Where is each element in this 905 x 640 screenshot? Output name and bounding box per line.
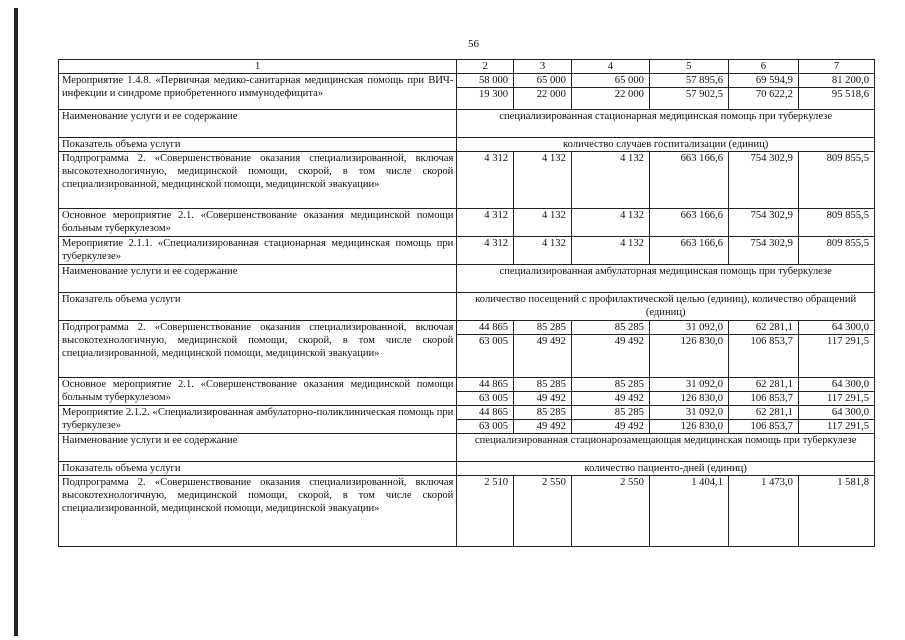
header-cell: 5 <box>649 60 728 74</box>
table-row <box>59 406 875 434</box>
value-primary: 754 302,9 <box>750 153 793 164</box>
value-primary: 754 302,9 <box>750 210 793 221</box>
value-cell <box>571 209 649 237</box>
value-secondary: 106 853,7 <box>729 419 798 433</box>
value-primary: 65 000 <box>536 75 566 86</box>
row-label: Наименование услуги и ее содержание <box>59 265 457 293</box>
value-primary: 2 510 <box>484 477 509 488</box>
value-secondary: 49 492 <box>514 334 571 348</box>
value-cell <box>514 476 572 547</box>
value-cell <box>514 321 572 378</box>
row-label: Подпрограмма 2. «Совершенствование оказания специализированной, включая высокотехнологичную, медицинской помощи, скорой, в том числе скорой специализированной, медицинской помощи, медицинской эвакуации» <box>59 152 457 209</box>
value-cell <box>649 152 728 209</box>
table-row <box>59 378 875 406</box>
table-row <box>59 74 875 110</box>
row-label: Основное мероприятие 2.1. «Совершенствование оказания медицинской помощи больным туберкулезом» <box>59 209 457 237</box>
table-row <box>59 434 875 462</box>
value-secondary: 57 902,5 <box>650 87 728 101</box>
budget-table <box>58 59 875 547</box>
value-secondary: 126 830,0 <box>650 391 728 405</box>
value-primary: 2 550 <box>542 477 566 488</box>
service-description: количество случаев госпитализации (единиц) <box>457 138 875 152</box>
header-cell: 4 <box>571 60 649 74</box>
value-cell <box>514 237 572 265</box>
row-label: Подпрограмма 2. «Совершенствование оказания специализированной, включая высокотехнологичную, медицинской помощи, скорой, в том числе скорой специализированной, медицинской помощи, медицинской эвакуации» <box>59 321 457 378</box>
value-secondary: 63 005 <box>457 391 513 405</box>
value-primary: 809 855,5 <box>826 238 869 249</box>
value-cell <box>728 209 798 237</box>
value-primary: 1 404,1 <box>691 477 723 488</box>
service-description: количество посещений с профилактической целью (единиц), количество обращений (единиц) <box>457 293 875 321</box>
page-number: 56 <box>468 38 479 50</box>
value-primary: 64 300,0 <box>831 407 869 418</box>
row-label: Показатель объема услуги <box>59 293 457 321</box>
value-cell <box>728 476 798 547</box>
scan-edge-bar <box>14 8 18 636</box>
value-primary: 4 132 <box>542 238 566 249</box>
value-primary: 31 092,0 <box>685 322 723 333</box>
value-cell <box>571 476 649 547</box>
value-cell <box>798 237 874 265</box>
value-cell <box>798 406 874 434</box>
value-primary: 663 166,6 <box>680 210 723 221</box>
value-cell <box>649 476 728 547</box>
service-description: количество пациенто-дней (единиц) <box>457 462 875 476</box>
value-primary: 809 855,5 <box>826 210 869 221</box>
value-primary: 85 285 <box>536 407 566 418</box>
value-cell <box>798 152 874 209</box>
value-cell <box>728 237 798 265</box>
row-label: Мероприятие 2.1.1. «Специализированная стационарная медицинская помощь при туберкулезе» <box>59 237 457 265</box>
value-cell <box>649 406 728 434</box>
value-primary: 1 581,8 <box>837 477 869 488</box>
value-cell <box>728 74 798 110</box>
value-secondary: 49 492 <box>514 419 571 433</box>
value-secondary: 117 291,5 <box>799 419 874 433</box>
service-description: специализированная стационарозамещающая медицинская помощь при туберкулезе <box>457 434 875 462</box>
value-cell <box>514 152 572 209</box>
value-primary: 64 300,0 <box>831 322 869 333</box>
value-cell <box>514 74 572 110</box>
value-primary: 62 281,1 <box>755 322 793 333</box>
value-cell <box>571 321 649 378</box>
value-cell <box>457 321 514 378</box>
value-cell <box>457 74 514 110</box>
table-row <box>59 138 875 152</box>
value-primary: 69 594,9 <box>755 75 793 86</box>
value-secondary: 22 000 <box>514 87 571 101</box>
row-label: Наименование услуги и ее содержание <box>59 110 457 138</box>
value-cell <box>514 406 572 434</box>
value-primary: 85 285 <box>614 407 644 418</box>
value-primary: 57 895,6 <box>685 75 723 86</box>
value-secondary: 49 492 <box>572 419 649 433</box>
value-secondary: 49 492 <box>572 334 649 348</box>
value-secondary: 49 492 <box>572 391 649 405</box>
value-primary: 44 865 <box>478 407 509 418</box>
value-cell <box>649 378 728 406</box>
header-cell: 6 <box>728 60 798 74</box>
value-primary: 65 000 <box>614 75 644 86</box>
value-cell <box>571 378 649 406</box>
value-primary: 81 200,0 <box>831 75 869 86</box>
value-primary: 4 312 <box>484 210 509 221</box>
row-label: Основное мероприятие 2.1. «Совершенствование оказания медицинской помощи больным туберкулезом» <box>59 378 457 406</box>
value-primary: 4 312 <box>484 153 509 164</box>
value-primary: 663 166,6 <box>680 153 723 164</box>
value-cell <box>514 209 572 237</box>
value-secondary: 106 853,7 <box>729 334 798 348</box>
value-secondary: 22 000 <box>572 87 649 101</box>
value-primary: 58 000 <box>478 75 509 86</box>
value-secondary: 70 622,2 <box>729 87 798 101</box>
value-secondary: 117 291,5 <box>799 334 874 348</box>
table-row <box>59 462 875 476</box>
value-cell <box>798 321 874 378</box>
value-primary: 31 092,0 <box>685 379 723 390</box>
value-cell <box>457 378 514 406</box>
value-cell <box>798 378 874 406</box>
service-description: специализированная амбулаторная медицинская помощь при туберкулезе <box>457 265 875 293</box>
value-primary: 2 550 <box>620 477 644 488</box>
value-secondary: 106 853,7 <box>729 391 798 405</box>
row-label: Наименование услуги и ее содержание <box>59 434 457 462</box>
value-primary: 85 285 <box>614 322 644 333</box>
value-secondary: 117 291,5 <box>799 391 874 405</box>
value-cell <box>649 209 728 237</box>
value-primary: 4 132 <box>542 210 566 221</box>
value-cell <box>728 378 798 406</box>
row-label: Мероприятие 2.1.2. «Специализированная амбулаторно-поликлиническая помощь при туберкулезе» <box>59 406 457 434</box>
header-cell: 1 <box>59 60 457 74</box>
value-primary: 4 132 <box>620 238 644 249</box>
table-row <box>59 237 875 265</box>
table-row <box>59 110 875 138</box>
value-primary: 62 281,1 <box>755 379 793 390</box>
value-secondary: 63 005 <box>457 334 513 348</box>
value-cell <box>457 237 514 265</box>
row-label: Показатель объема услуги <box>59 138 457 152</box>
value-cell <box>514 378 572 406</box>
value-primary: 809 855,5 <box>826 153 869 164</box>
table-row <box>59 293 875 321</box>
value-cell <box>649 74 728 110</box>
value-primary: 44 865 <box>478 379 509 390</box>
header-row <box>59 60 875 74</box>
value-cell <box>571 74 649 110</box>
row-label: Подпрограмма 2. «Совершенствование оказания специализированной, включая высокотехнологичную, медицинской помощи, скорой, в том числе скорой специализированной, медицинской помощи, медицинской эвакуации» <box>59 476 457 547</box>
table-body <box>59 60 875 547</box>
table-row <box>59 209 875 237</box>
value-cell <box>649 321 728 378</box>
table-row <box>59 476 875 547</box>
header-cell: 7 <box>798 60 874 74</box>
value-primary: 31 092,0 <box>685 407 723 418</box>
value-primary: 4 132 <box>620 210 644 221</box>
value-primary: 62 281,1 <box>755 407 793 418</box>
value-primary: 44 865 <box>478 322 509 333</box>
row-label: Показатель объема услуги <box>59 462 457 476</box>
value-primary: 64 300,0 <box>831 379 869 390</box>
value-cell <box>457 476 514 547</box>
value-secondary: 63 005 <box>457 419 513 433</box>
value-cell <box>571 152 649 209</box>
table-row <box>59 265 875 293</box>
table-row <box>59 152 875 209</box>
value-primary: 85 285 <box>536 322 566 333</box>
value-cell <box>728 406 798 434</box>
value-secondary: 126 830,0 <box>650 334 728 348</box>
header-cell: 2 <box>457 60 514 74</box>
value-cell <box>571 406 649 434</box>
value-primary: 4 312 <box>484 238 509 249</box>
value-primary: 4 132 <box>542 153 566 164</box>
value-cell <box>798 476 874 547</box>
header-cell: 3 <box>514 60 572 74</box>
value-cell <box>798 209 874 237</box>
value-cell <box>571 237 649 265</box>
value-primary: 1 473,0 <box>761 477 793 488</box>
value-cell <box>457 152 514 209</box>
value-secondary: 126 830,0 <box>650 419 728 433</box>
value-cell <box>728 321 798 378</box>
value-cell <box>457 209 514 237</box>
table-row <box>59 321 875 378</box>
value-primary: 4 132 <box>620 153 644 164</box>
value-primary: 85 285 <box>614 379 644 390</box>
value-cell <box>457 406 514 434</box>
value-cell <box>798 74 874 110</box>
value-primary: 663 166,6 <box>680 238 723 249</box>
service-description: специализированная стационарная медицинская помощь при туберкулезе <box>457 110 875 138</box>
value-cell <box>728 152 798 209</box>
row-label: Мероприятие 1.4.8. «Первичная медико-санитарная медицинская помощь при ВИЧ-инфекции и синдроме приобретенного иммунодефицита» <box>59 74 457 110</box>
value-secondary: 49 492 <box>514 391 571 405</box>
value-primary: 754 302,9 <box>750 238 793 249</box>
value-secondary: 95 518,6 <box>799 87 874 101</box>
value-cell <box>649 237 728 265</box>
value-secondary: 19 300 <box>457 87 513 101</box>
value-primary: 85 285 <box>536 379 566 390</box>
